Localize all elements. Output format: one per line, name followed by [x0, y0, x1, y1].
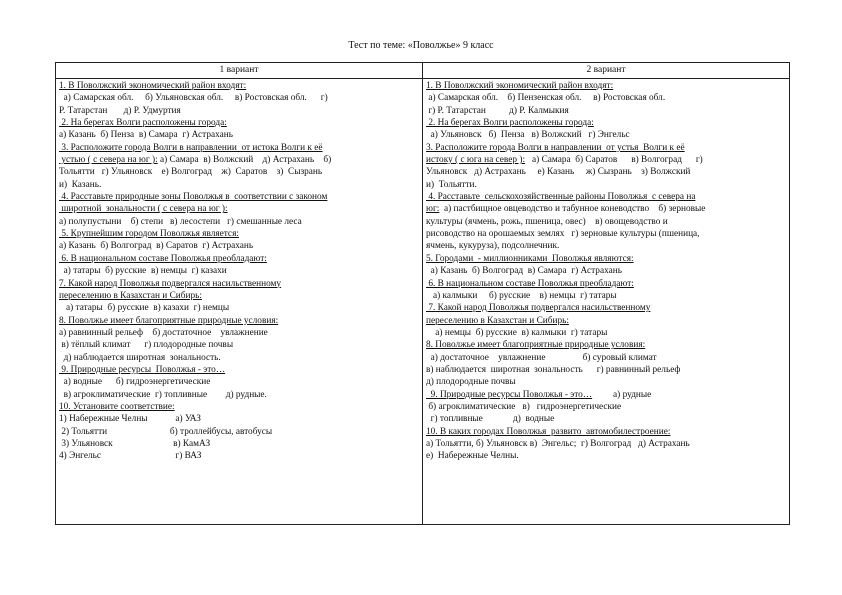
- answer-text: а) Самара в) Волжский д) Астрахань б): [157, 155, 332, 166]
- answer-text: а) Ульяновск б) Пенза в) Волжский г) Энгельс: [426, 130, 630, 141]
- question-line: [426, 315, 787, 327]
- question-text: 7. Какой народ Поволжья подвергался насильственному: [59, 278, 282, 289]
- answer-line: [426, 216, 787, 228]
- question-text: 9. Природные ресурсы Поволжья - это…: [426, 389, 593, 400]
- question-text: 8. Поволжье имеет благоприятные природные условия:: [426, 340, 646, 351]
- answer-line: [59, 179, 420, 191]
- answer-text: б) агроклиматические в) гидроэнергетические: [426, 401, 622, 412]
- answer-text: в) агроклиматические г) топливные д) рудные.: [59, 389, 267, 400]
- question-line: [59, 80, 420, 92]
- answer-text: рисоводство на орошаемых землях г) зерновые культуры (пшеница,: [426, 229, 700, 240]
- answer-text: и) Тольятти.: [426, 179, 477, 190]
- answer-text: а) Самарская обл. б) Пензенская обл. в) Ростовская обл.: [426, 93, 666, 104]
- question-text: переселению в Казахстан и Сибирь:: [59, 290, 202, 301]
- question-line: [59, 290, 420, 302]
- question-line: [426, 426, 787, 438]
- answer-text: ячмень, кукуруза), подсолнечник.: [426, 241, 560, 252]
- answer-text: а) полупустыни б) степи в) лесостепи г) смешанные леса: [59, 216, 302, 227]
- answer-text: культуры (ячмень, рожь, пшеница, овес) в) овощеводство и: [426, 216, 668, 227]
- variant-1-column: [56, 79, 423, 524]
- question-text: 4. Расставьте природные зоны Поволжья в соответствии с законом: [59, 192, 328, 203]
- question-line: [426, 389, 787, 401]
- answer-line: [426, 413, 787, 425]
- variant-2-column: [423, 79, 789, 524]
- question-line: [59, 203, 420, 215]
- answer-text: а) равнинный рельеф б) достаточное увлажнение: [59, 327, 268, 338]
- answer-line: [59, 166, 420, 178]
- answer-text: и) Казань.: [59, 179, 102, 190]
- answer-line: [59, 339, 420, 351]
- answer-text: а) Тольятти, б) Ульяновск в) Энгельс; г) Волгоград д) Астрахань: [426, 438, 690, 449]
- answer-line: [59, 240, 420, 252]
- question-text: 5. Крупнейшим городом Поволжья является:: [59, 229, 239, 240]
- question-line: [426, 191, 787, 203]
- answer-text: в) тёплый климат г) плодородные почвы: [59, 340, 234, 351]
- answer-text: 1) Набережные Челны а) УАЗ: [59, 414, 201, 425]
- answer-line: [59, 426, 420, 438]
- question-text: 6. В национальном составе Поволжья преобладают:: [59, 253, 267, 264]
- answer-line: [426, 450, 787, 462]
- answer-text: 2) Тольятти б) троллейбусы, автобусы: [59, 426, 273, 437]
- question-line: [59, 142, 420, 154]
- question-text: 2. На берегах Волги расположены города:: [426, 118, 594, 129]
- answer-line: [59, 450, 420, 462]
- answer-text: д) плодородные почвы: [426, 377, 516, 388]
- question-text: 10. В каких городах Поволжья развито автомобилестроение:: [426, 426, 671, 437]
- answer-line: [426, 290, 787, 302]
- answer-line: [59, 376, 420, 388]
- answer-line: [426, 166, 787, 178]
- question-text: 2. На берегах Волги расположены города:: [59, 118, 227, 129]
- answer-line: [59, 265, 420, 277]
- question-line: [426, 339, 787, 351]
- question-text: истоку ( с юга на север ):: [426, 155, 526, 166]
- answer-line: [426, 364, 787, 376]
- answer-text: а) водные б) гидроэнергетические: [59, 377, 211, 388]
- question-line: [59, 154, 420, 166]
- answer-text: Тольятти г) Ульяновск е) Волгоград ж) Саратов з) Сызрань: [59, 167, 323, 178]
- variant-1-header: 1 вариант: [56, 63, 423, 78]
- answer-text: а) Казань б) Пенза в) Самара г) Астрахань: [59, 130, 233, 141]
- answer-text: а) Самарская обл. б) Ульяновская обл. в) Ростовская обл. г): [59, 93, 328, 104]
- answer-line: [59, 352, 420, 364]
- question-text: 3. Расположите города Волги в направлении от устья Волги к её: [426, 142, 685, 153]
- question-line: [426, 302, 787, 314]
- question-text: устью ( с севера на юг ):: [59, 155, 158, 166]
- answer-text: г) Р. Татарстан д) Р. Калмыкия: [426, 105, 569, 116]
- question-line: [59, 228, 420, 240]
- answer-text: а) рудные: [592, 389, 652, 400]
- question-text: широтной зональности ( с севера на юг ):: [59, 204, 228, 215]
- answer-line: [59, 129, 420, 141]
- answer-line: [426, 438, 787, 450]
- answer-text: Р. Татарстан д) Р. Удмуртия: [59, 105, 181, 116]
- answer-text: д) наблюдается широтная зональность.: [59, 352, 221, 363]
- question-text: юг:: [426, 204, 440, 215]
- answer-line: [426, 401, 787, 413]
- answer-text: е) Набережные Челны.: [426, 451, 519, 462]
- question-text: 1. В Поволжский экономический район входят:: [426, 81, 614, 91]
- answer-line: [59, 302, 420, 314]
- answer-line: [426, 179, 787, 191]
- table-body: [56, 79, 789, 524]
- page-title: Тест по теме: «Поволжье» 9 класс: [348, 40, 494, 51]
- question-line: [426, 80, 787, 92]
- question-text: 9. Природные ресурсы Поволжья - это…: [59, 364, 226, 375]
- answer-text: а) Казань б) Волгоград в) Самара г) Астрахань: [426, 266, 622, 277]
- answer-text: в) наблюдается широтная зональность г) равнинный рельеф: [426, 364, 681, 375]
- question-line: [426, 278, 787, 290]
- question-line: [426, 253, 787, 265]
- question-line: [426, 203, 787, 215]
- answer-line: [59, 105, 420, 117]
- answer-line: [59, 413, 420, 425]
- answer-line: [426, 265, 787, 277]
- answer-text: а) татары б) русские в) немцы г) казахи: [59, 266, 227, 277]
- answer-line: [59, 438, 420, 450]
- question-line: [59, 401, 420, 413]
- answer-text: а) достаточное увлажнение б) суровый климат: [426, 352, 657, 363]
- answer-line: [426, 352, 787, 364]
- answer-line: [426, 240, 787, 252]
- answer-line: [59, 327, 420, 339]
- answer-text: а) пастбищное овцеводство и табунное коневодство б) зерновые: [439, 204, 706, 215]
- question-text: 5. Городами - миллионниками Поволжья являются:: [426, 253, 634, 264]
- answer-line: [59, 389, 420, 401]
- question-text: 6. В национальном составе Поволжья преобладают:: [426, 278, 634, 289]
- question-line: [59, 278, 420, 290]
- answer-line: [59, 92, 420, 104]
- table-header: [56, 63, 789, 79]
- answer-text: 3) Ульяновск в) КамАЗ: [59, 438, 211, 449]
- answer-text: а) немцы б) русские в) калмыки г) татары: [426, 327, 608, 338]
- answer-line: [426, 129, 787, 141]
- question-text: переселению в Казахстан и Сибирь:: [426, 315, 569, 326]
- question-text: 3. Расположите города Волги в направлении от истока Волги к её: [59, 142, 323, 153]
- test-table: [55, 62, 790, 525]
- question-line: [426, 154, 787, 166]
- question-text: 4. Расставьте сельскохозяйственные районы Поволжья с севера на: [426, 192, 696, 203]
- answer-line: [426, 376, 787, 388]
- answer-text: Ульяновск д) Астрахань е) Казань ж) Сызрань з) Волжский: [426, 167, 691, 178]
- answer-line: [59, 216, 420, 228]
- answer-text: 4) Энгельс г) ВАЗ: [59, 451, 202, 462]
- question-line: [59, 191, 420, 203]
- question-line: [59, 253, 420, 265]
- question-text: 1. В Поволжский экономический район входят:: [59, 81, 247, 91]
- question-line: [59, 315, 420, 327]
- answer-line: [426, 105, 787, 117]
- question-text: 10. Установите соответствие:: [59, 401, 175, 412]
- answer-line: [426, 92, 787, 104]
- answer-line: [426, 327, 787, 339]
- question-line: [426, 142, 787, 154]
- question-line: [59, 117, 420, 129]
- answer-text: а) калмыки б) русские в) немцы г) татары: [426, 290, 617, 301]
- answer-text: а) татары б) русские в) казахи г) немцы: [59, 303, 230, 314]
- answer-line: [426, 228, 787, 240]
- question-line: [426, 117, 787, 129]
- answer-text: г) топливные д) водные: [426, 414, 555, 425]
- question-text: 8. Поволжье имеет благоприятные природные условия:: [59, 315, 279, 326]
- answer-text: а) Казань б) Волгоград в) Саратов г) Астрахань: [59, 241, 254, 252]
- answer-text: а) Самара б) Саратов в) Волгоград г): [525, 155, 703, 166]
- variant-2-header: 2 вариант: [586, 65, 626, 75]
- question-text: 7. Какой народ Поволжья подвергался насильственному: [426, 303, 651, 314]
- question-line: [59, 364, 420, 376]
